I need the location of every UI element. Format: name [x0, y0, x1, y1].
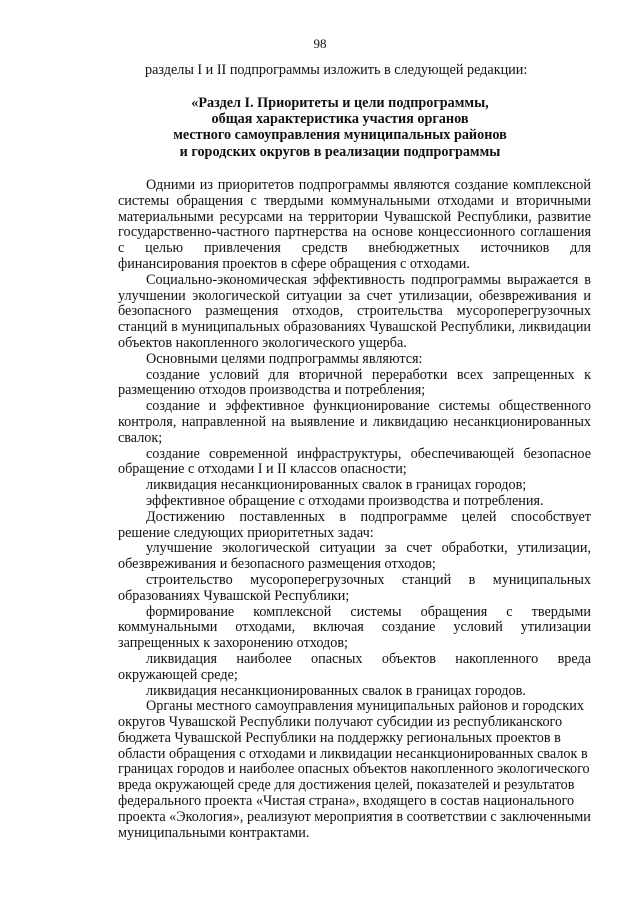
section-heading	[140, 95, 540, 160]
list-item: строительство мусороперегрузочных станций в муниципальных образованиях Чувашской Республики;	[118, 571, 591, 604]
paragraph: Достижению поставленных в подпрограмме целей способствует решение следующих приоритетных задач:	[118, 508, 591, 541]
body-text	[118, 178, 591, 841]
paragraph: Социально-экономическая эффективность подпрограммы выражается в улучшении экологической ситуации за счет утилизации, обезвреживания и безопасного размещения отходов, строительства мусороперегрузочных станций в муниципальных образованиях Чувашской Республики, ликвидации объектов накопленного экологического ущерба.	[118, 271, 591, 351]
list-item: ликвидация несанкционированных свалок в границах городов.	[146, 682, 526, 699]
list-item: создание и эффективное функционирование системы общественного контроля, направленной на выявление и ликвидацию несанкционированных свалок;	[118, 398, 591, 446]
list-item: создание современной инфраструктуры, обеспечивающей безопасное обращение с отходами I и II классов опасности;	[118, 445, 591, 478]
heading-line: «Раздел I. Приоритеты и цели подпрограммы,	[191, 95, 489, 111]
list-item: улучшение экологической ситуации за счет обработки, утилизации, обезвреживания и безопасного размещения отходов;	[118, 540, 591, 573]
heading-line: и городских округов в реализации подпрограммы	[179, 143, 501, 160]
list-item: ликвидация наиболее опасных объектов накопленного вреда окружающей среде;	[118, 650, 591, 683]
heading-line: общая характеристика участия органов	[211, 111, 469, 128]
paragraph: Основными целями подпрограммы являются:	[146, 350, 423, 367]
list-item: эффективное обращение с отходами производства и потребления.	[146, 492, 544, 509]
list-item: создание условий для вторичной переработки всех запрещенных к размещению отходов производства и потребления;	[118, 366, 591, 399]
list-item: ликвидация несанкционированных свалок в границах городов;	[146, 477, 527, 494]
list-item: формирование комплексной системы обращения с твердыми коммунальными отходами, включая создание условий утилизации запрещенных к захоронению отходов;	[118, 603, 591, 652]
intro-line: разделы I и II подпрограммы изложить в следующей редакции:	[145, 62, 528, 78]
page-number: 98	[313, 36, 327, 51]
heading-line: местного самоуправления муниципальных районов	[173, 127, 507, 144]
paragraph: Одними из приоритетов подпрограммы являются создание комплексной системы обращения с твердыми коммунальными отходами и вторичными материальными ресурсами на территории Чувашской Республики, развитие государственно-частного партнерства на основе концессионного соглашения с целью привлечения средств внебюджетных источников для финансирования проектов в сфере обращения с отходами.	[118, 177, 591, 272]
paragraph: Органы местного самоуправления муниципальных районов и городских округов Чувашской Республики получают субсидии из республиканского бюджета Чувашской Республики на поддержку региональных проектов в области обращения с отходами и ликвидации несанкционированных свалок в границах городов и наиболее опасных объектов накопленного экологического вреда окружающей среде для достижения целей, показателей и результатов федерального проекта «Чистая страна», входящего в состав национального проекта «Экология», реализуют мероприятия в соответствии с заключенными муниципальными контрактами.	[118, 698, 591, 841]
